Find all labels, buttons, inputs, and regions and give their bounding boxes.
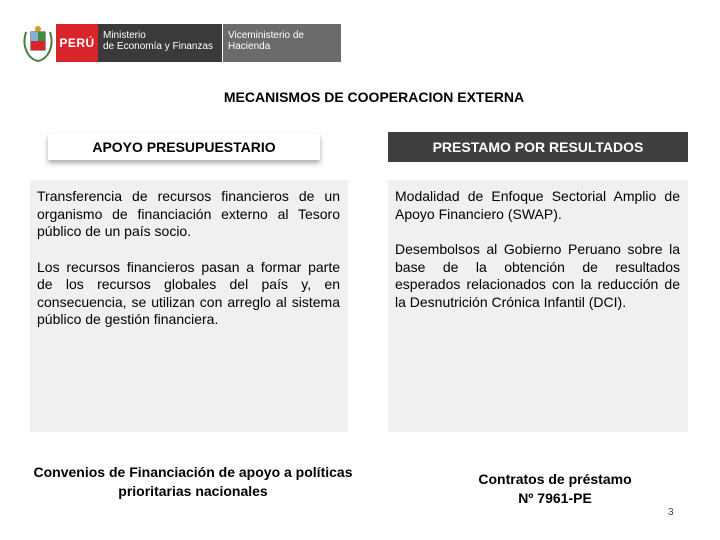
ministry-name [98,24,222,62]
page-number: 3 [668,507,674,518]
left-footer: Convenios de Financiación de apoyo a políticas prioritarias nacionales [33,464,353,499]
viceministry-name [223,24,341,62]
ministry-line-1: Ministerio [103,30,146,41]
left-panel [30,180,348,432]
heading-apoyo-presupuestario: APOYO PRESUPUESTARIO [48,134,320,160]
vice-line-1: Viceministerio de [228,30,304,41]
right-footer-line-2: Nº 7961-PE [518,490,592,506]
left-paragraph-1: Transferencia de recursos financieros de un organismo de financiación externo al Tesoro público de un país socio. [37,188,340,239]
vice-line-2: Hacienda [228,41,271,52]
right-panel [388,180,688,432]
coat-of-arms-icon [20,24,56,62]
right-paragraph-1: Modalidad de Enfoque Sectorial Amplio de Apoyo Financiero (SWAP). [395,188,680,222]
right-footer [440,470,670,508]
heading-prestamo-resultados: PRESTAMO POR RESULTADOS [388,132,688,162]
page-title: MECANISMOS DE COOPERACION EXTERNA [223,89,525,105]
ministry-line-2: de Economía y Finanzas [103,41,214,52]
right-paragraph-2: Desembolsos al Gobierno Peruano sobre la base de la obtención de resultados esperados relacionados con la reducción de la Desnutrición Crónica Infantil (DCI). [395,241,680,310]
right-footer-line-1: Contratos de préstamo [478,471,632,487]
peru-label: PERÚ [56,24,98,62]
left-paragraph-2: Los recursos financieros pasan a formar parte de los recursos globales del país y, en consecuencia, se utilizan con arreglo al sistema público de gestión financiera. [37,258,340,327]
ministry-logo [20,24,341,62]
